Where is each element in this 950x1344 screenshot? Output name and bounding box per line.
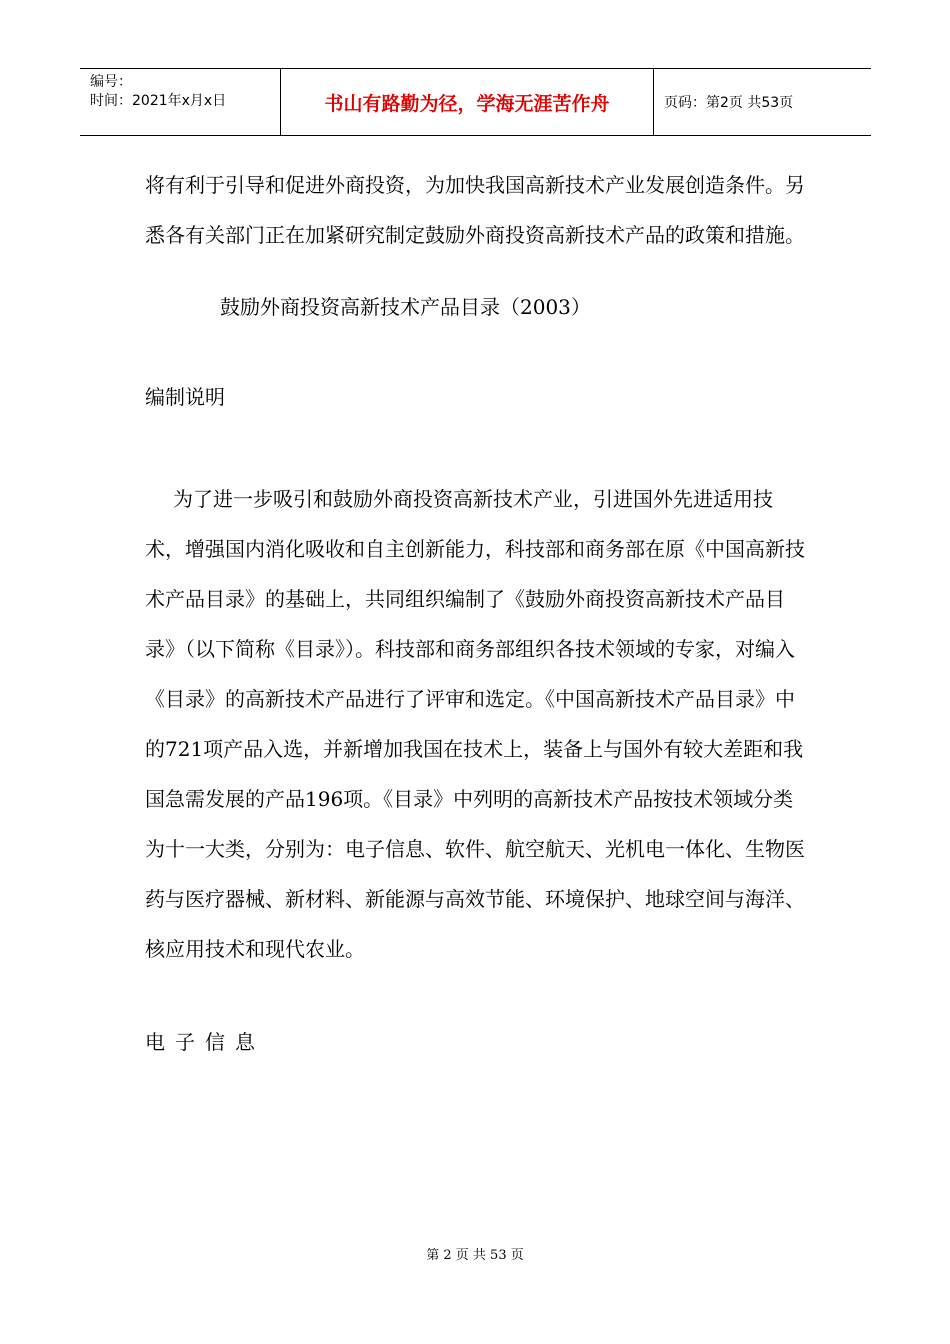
header-meta: [80, 69, 281, 135]
paragraph-intro: 将有利于引导和促进外商投资，为加快我国高新技术产业发展创造条件。另悉各有关部门正在加紧研究制定鼓励外商投资高新技术产品的政策和措施。: [145, 173, 805, 247]
section-heading-compilation-notes: 编制说明: [145, 385, 225, 409]
document-body: [145, 160, 810, 1067]
paragraph-compilation-notes: 为了进一步吸引和鼓励外商投资高新技术产业，引进国外先进适用技术，增强国内消化吸收和自主创新能力，科技部和商务部在原《中国高新技术产品目录》的基础上，共同组织编制了《鼓励外商投资高新技术产品目录》（以下简称《目录》）。科技部和商务部组织各技术领域的专家，对编入《目录》的高新技术产品进行了评审和选定。《中国高新技术产品目录》中的721项产品入选，并新增加我国在技术上，装备上与国外有较大差距和我国急需发展的产品196项。《目录》中列明的高新技术产品按技术领域分类为十一大类，分别为：电子信息、软件、航空航天、光机电一体化、生物医药与医疗器械、新材料、新能源与高效节能、环境保护、地球空间与海洋、核应用技术和现代农业。: [145, 487, 805, 961]
header-number-label: 编号：: [90, 74, 132, 90]
page-header: [80, 68, 871, 136]
document-title: 鼓励外商投资高新技术产品目录（2003）: [220, 295, 591, 319]
page-footer: 第 2 页 共 53 页: [426, 1248, 524, 1263]
header-time-label: 时间：2021年x月x日: [90, 93, 227, 109]
header-motto: 书山有路勤为径，学海无涯苦作舟: [281, 69, 654, 135]
section-heading-electronic-info: 电子信息: [145, 1030, 265, 1054]
header-page-label: 页码：第2页 共53页: [664, 95, 794, 111]
